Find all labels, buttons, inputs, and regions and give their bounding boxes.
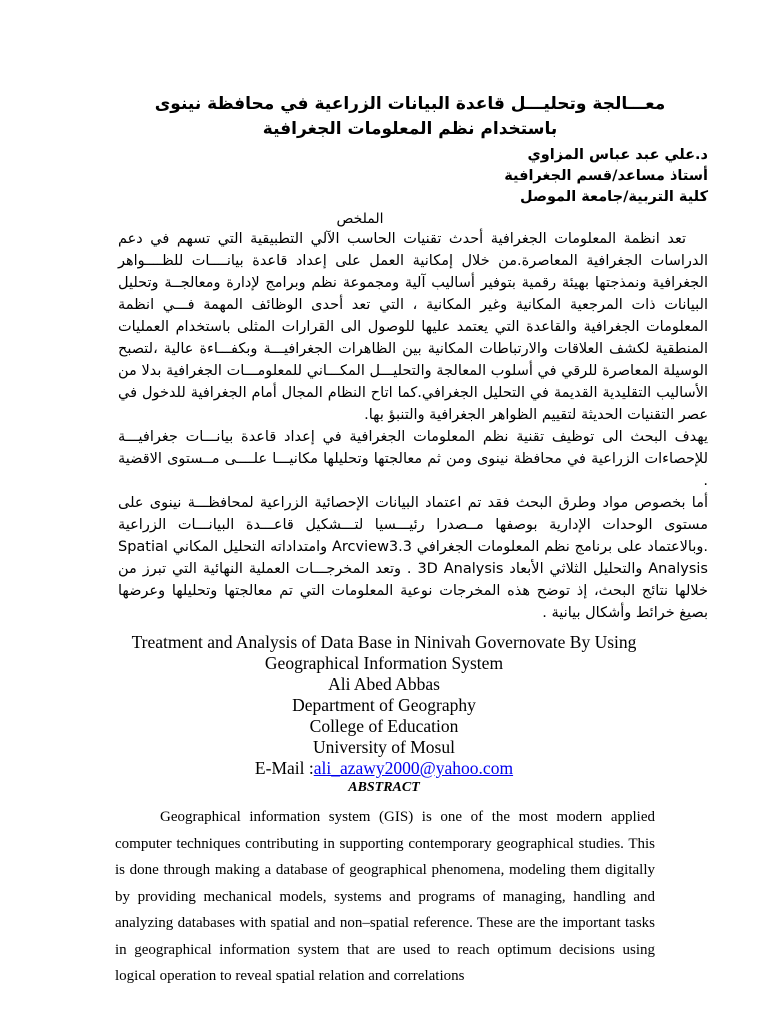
arabic-title (140, 92, 680, 142)
english-title-line-1: Treatment and Analysis of Data Base in Ninivah Governovate By Using (131, 632, 637, 652)
arabic-author-name: د.علي عبد عباس المزاوي (527, 147, 708, 163)
english-abstract-body (115, 804, 655, 990)
english-title-line-2: Geographical Information System (264, 653, 504, 673)
english-abstract-paragraph: Geographical information system (GIS) is one of the most modern applied computer techniques contributing in supporting contemporary geographical studies. This is done through making a database of geographical phenomena, modeling them digitally by providing mechanical models, systems and programs of managing, handling and analyzing databases with spatial and non–spatial reference. These are the important tasks in geographical information system that are used to reach optimum decisions using logical operation to reveal spatial relation and correlations (115, 809, 655, 984)
arabic-author-affiliation: كلية التربية/جامعة الموصل (520, 189, 708, 205)
english-college: College of Education (309, 716, 459, 736)
arabic-author-position: أستاذ مساعد/قسم الجغرافية (504, 168, 708, 184)
arabic-paragraph-2: يهدف البحث الى توظيف تقنية نظم المعلومات الجغرافية في إعداد قاعدة بيانـــات جغرافيـــة للإحصاءات الزراعية في محافظة نينوى ومن ثم معالجتها وتحليلها مكانيـــا علــــى مــستوى الاقضية . (118, 429, 708, 489)
arabic-abstract-heading: الملخص (336, 211, 384, 227)
arabic-paragraph-1: تعد انظمة المعلومات الجغرافية أحدث تقنيات الحاسب الآلي التطبيقية التي تسهم في دعم الدراسات الجغرافية المعاصرة.من خلال إمكانية العمل على إعداد قاعدة بيانــــات للظــــواهر الجغرافية ونمذجتها بهيئة رقمية بتوفير أساليب آلية ومجموعة نظم وبرامج لإدارة ومعالجــة وتحليل البيانات ذات المرجعية المكانية وغير المكانية ، التي تعد أحدى الوظائف المهمة فـــي انظمة المعلومات الجغرافية والقاعدة التي يعتمد عليها للوصول الى القرارات المثلى باستخدام العمليات المنطقية لكشف العلاقات والارتباطات المكانية بين الظاهرات الجغرافيـــة وبكفـــاءة عالية ،لتصبح الوسيلة المعاصرة للرقي في أسلوب المعالجة والتحليـــل المكـــاني للمعلومـــات الجغرافية بدلا من الأساليب التقليدية القديمة في التحليل الجغرافي.كما اتاح النظام المجال أمام الجغرافية للدخول في عصر التقنيات الحديثة لتقييم الظواهر الجغرافية والتنبؤ بها. (118, 231, 708, 423)
english-abstract-title: ABSTRACT (348, 780, 420, 795)
arabic-abstract-body (118, 228, 708, 624)
english-university: University of Mosul (313, 737, 455, 757)
english-department: Department of Geography (292, 695, 476, 715)
english-header (100, 632, 668, 796)
english-author: Ali Abed Abbas (328, 674, 440, 694)
english-email-line (100, 758, 668, 779)
arabic-author-block (248, 145, 708, 208)
email-label: E-Mail : (254, 758, 314, 778)
email-link[interactable]: ali_azawy2000@yahoo.com (313, 758, 514, 778)
arabic-title-line-1: معـــالجة وتحليـــل قاعدة البيانات الزراعية في محافظة نينوى (154, 94, 666, 114)
arabic-title-line-2: باستخدام نظم المعلومات الجغرافية (262, 119, 558, 139)
arabic-paragraph-3: أما بخصوص مواد وطرق البحث فقد تم اعتماد البيانات الإحصائية الزراعية لمحافظـــة نينوى على مستوى الوحدات الإدارية بوصفها مــصدرا رئيـــسيا لتـــشكيل قاعـــدة البيانـــات الزراعية .وبالاعتماد على برنامج نظم المعلومات الجغرافي Arcview3.3 وامتداداته التحليل المكاني Spatial Analysis والتحليل الثلاثي الأبعاد 3D Analysis . وتعد المخرجـــات العملية النهائية التي تبرز من خلالها نتائج البحث، إذ توضح هذه المخرجات نوعية المعلومات التي تم معالجتها وتحليلها وعرضها بصيغ خرائط وأشكال بيانية . (118, 495, 709, 621)
